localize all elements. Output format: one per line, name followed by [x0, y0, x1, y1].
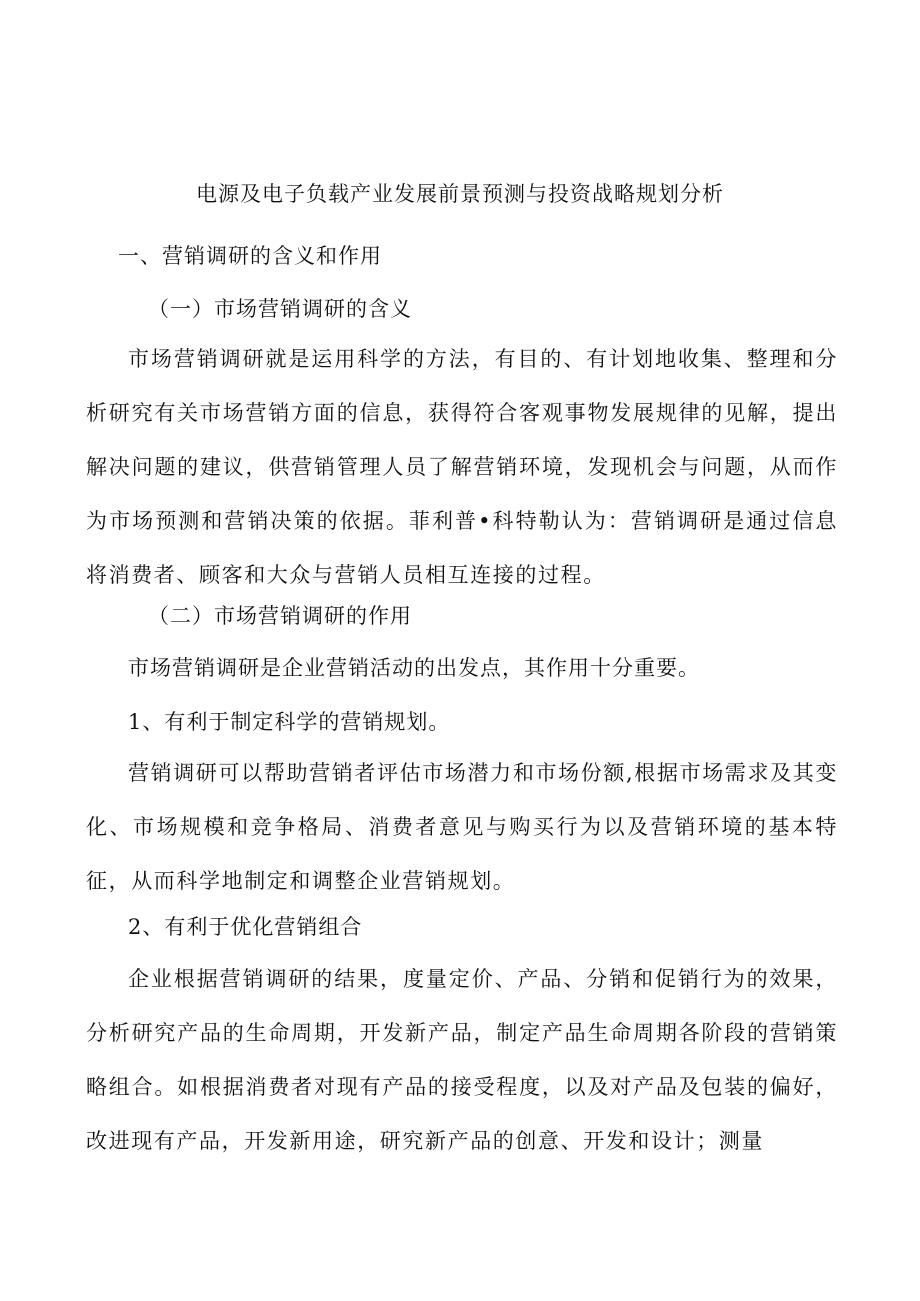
- subsection-heading-1: （一）市场营销调研的含义: [148, 297, 412, 321]
- point-heading-2: 2、有利于优化营销组合: [128, 915, 363, 939]
- paragraph-intro: 市场营销调研是企业营销活动的出发点，其作用十分重要。: [128, 656, 700, 680]
- paragraph-point-2: 企业根据营销调研的结果，度量定价、产品、分销和促销行为的效果，分析研究产品的生命周期，开发新产品，制定产品生命周期各阶段的营销策略组合。如根据消费者对现有产品的接受程度，以及对产品及包装的偏好，改进现有产品，开发新用途，研究新产品的创意、开发和设计；测量: [86, 967, 838, 1153]
- paragraph-definition: 市场营销调研就是运用科学的方法，有目的、有计划地收集、整理和分析研究有关市场营销方面的信息，获得符合客观事物发展规律的见解，提出解决问题的建议，供营销管理人员了解营销环境，发现机会与问题，从而作为市场预测和营销决策的依据。菲利普•科特勒认为：营销调研是通过信息将消费者、顾客和大众与营销人员相互连接的过程。: [86, 347, 838, 587]
- point-heading-1: 1、有利于制定科学的营销规划。: [128, 710, 451, 734]
- section-heading-1: 一、营销调研的含义和作用: [118, 244, 382, 268]
- document-title: 电源及电子负载产业发展前景预测与投资战略规划分析: [196, 182, 724, 206]
- subsection-heading-2: （二）市场营销调研的作用: [148, 604, 412, 628]
- paragraph-point-1: 营销调研可以帮助营销者评估市场潜力和市场份额,根据市场需求及其变化、市场规模和竞争格局、消费者意见与购买行为以及营销环境的基本特征，从而科学地制定和调整企业营销规划。: [86, 761, 838, 893]
